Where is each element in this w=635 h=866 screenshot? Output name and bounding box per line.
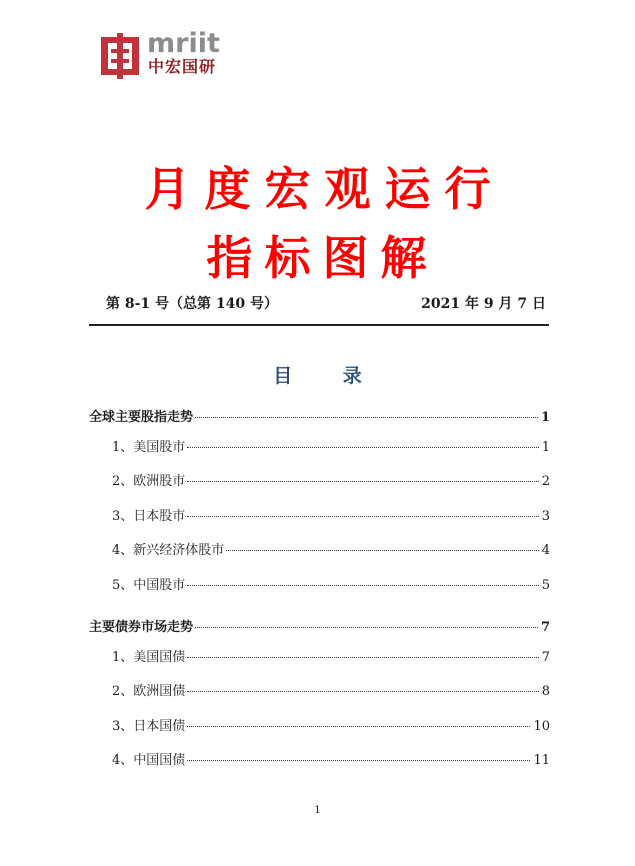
toc-item-label: 4、中国国债	[112, 753, 186, 768]
toc-item-label: 3、日本国债	[112, 719, 186, 734]
toc-page-number: 2	[541, 474, 550, 489]
toc-leader	[195, 417, 538, 418]
toc-page-number: 5	[541, 578, 550, 593]
logo-text-en: mriit	[147, 28, 220, 59]
toc-item-label: 1、美国国债	[112, 650, 186, 665]
toc-item[interactable]	[112, 507, 550, 527]
toc-section-global-stocks[interactable]	[89, 408, 550, 428]
toc-leader	[187, 726, 530, 727]
toc-page-number: 4	[541, 543, 550, 558]
toc-item-label: 4、新兴经济体股市	[112, 543, 225, 558]
toc-page-number: 8	[541, 684, 550, 699]
toc-page-number: 11	[533, 753, 550, 768]
issue-number: 第 8-1 号（总第 140 号）	[106, 296, 279, 312]
toc-section-bond-markets[interactable]	[89, 618, 550, 638]
toc-leader	[187, 657, 538, 658]
toc-item[interactable]	[112, 717, 550, 737]
company-logo	[99, 28, 239, 81]
toc-page-number: 3	[541, 509, 550, 524]
toc-leader	[195, 627, 538, 628]
toc-leader	[187, 447, 538, 448]
toc-item-label: 5、中国股市	[112, 578, 186, 593]
toc-page-number: 7	[540, 620, 550, 635]
toc-leader	[187, 585, 538, 586]
toc-section-label: 主要债券市场走势	[89, 620, 194, 635]
toc-item[interactable]	[112, 751, 550, 771]
publish-date: 2021 年 9 月 7 日	[421, 296, 546, 312]
toc-leader	[187, 760, 530, 761]
toc-page-number: 1	[541, 440, 550, 455]
toc-section-label: 全球主要股指走势	[89, 410, 194, 425]
toc-item[interactable]	[112, 541, 550, 561]
toc-item-label: 1、美国股市	[112, 440, 186, 455]
report-title-line-2: 指标图解	[206, 231, 439, 285]
toc-leader	[187, 481, 538, 482]
toc-page-number: 1	[540, 410, 550, 425]
toc-leader	[187, 691, 538, 692]
logo-mark-icon	[99, 33, 141, 79]
page-number: 1	[314, 805, 321, 816]
toc-item-label: 3、日本股市	[112, 509, 186, 524]
toc-page-number: 7	[541, 650, 550, 665]
toc-item[interactable]	[112, 472, 550, 492]
toc-item[interactable]	[112, 648, 550, 668]
toc-leader	[226, 550, 538, 551]
logo-text-cn: 中宏国研	[148, 57, 217, 76]
toc-leader	[187, 516, 538, 517]
toc-item[interactable]	[112, 682, 550, 702]
toc-item[interactable]	[112, 438, 550, 458]
toc-item[interactable]	[112, 576, 550, 596]
toc-page-number: 10	[533, 719, 550, 734]
report-title-line-1: 月度宏观运行	[144, 162, 505, 216]
toc-heading: 目 录	[273, 365, 384, 387]
toc-item-label: 2、欧洲国债	[112, 684, 186, 699]
header-divider	[89, 324, 549, 326]
toc-item-label: 2、欧洲股市	[112, 474, 186, 489]
